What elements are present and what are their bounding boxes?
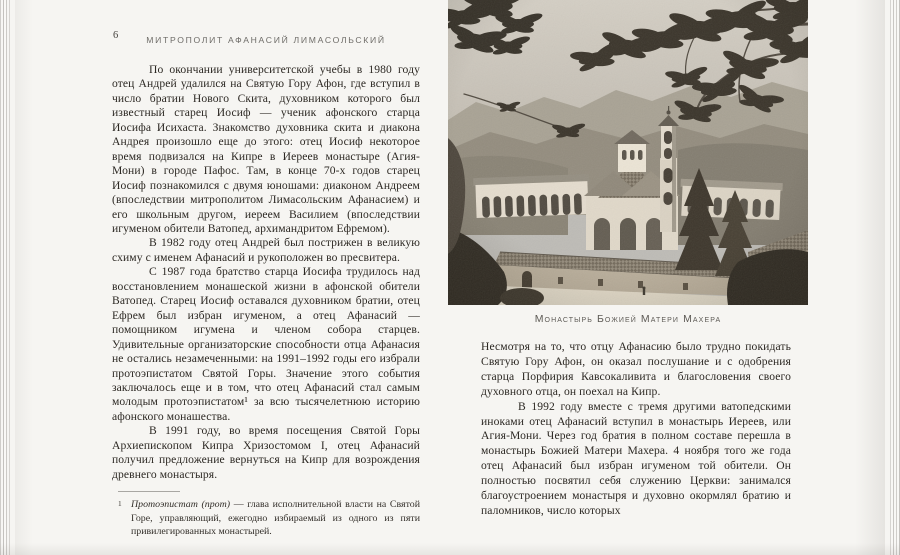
page-number: 6 — [113, 30, 119, 41]
left-page-body — [112, 63, 420, 482]
footnote-text — [131, 498, 420, 539]
footnote-marker: 1 — [118, 499, 122, 509]
paragraph: По окончании университетской учебы в 1980 году отец Андрей удалился на Святую Гору Афон, где вступил в число братии Нового Скита, духовником которого был известный старец Иосиф — ученик афонского старца Иосифа Исихаста. Знакомство духовника скита и диакона Андрея произошло еще до этого: отец Иосиф некоторое время подвизался на Кипре в Иереев монастыре (Агия-Мони) в городе Пафос. Там, в конце 70-х годов старец Иосиф познакомился с двумя юношами: диаконом Андреем (впоследствии митрополитом Лимасольским Афанасием) и его школьным другом, иереем Василием (впоследствии игуменом обители Ватопед, архимандритом Ефремом). — [112, 63, 420, 235]
footnote — [112, 498, 420, 539]
photo-caption: Монастырь Божией Матери Махера — [534, 313, 722, 325]
running-head — [112, 30, 420, 45]
paragraph: С 1987 года братство старца Иосифа трудилось над восстановлением монашеской жизни в афонской обители Ватопед. Старец Иосиф оставался духовником братии, отец Ефрем был избран игуменом, а отец Афанасий — помощником игумена и членом собора старцев. Удивительные организаторские способности отца Афанасия не остались незамеченными: на 1991–1992 годы его избрали протоэпистатом Святой Горы. Значение этого события заключалось еще и в том, что отец Афанасий стал самым молодым протоэпистатом¹ за всю тысячелетнюю историю афонского монашества. — [112, 265, 420, 423]
right-page-body — [481, 340, 791, 519]
running-header: МИТРОПОЛИТ АФАНАСИЙ ЛИМАСОЛЬСКИЙ — [146, 35, 386, 45]
paragraph: Несмотря на то, что отцу Афанасию было трудно покидать Святую Гору Афон, он оказал послушание и с одобрения старца Порфирия Кавсокаливита и благословения своего духовного отца, он поехал на Кипр. — [481, 340, 791, 398]
footnote-definition: — глава исполнительной власти на Святой Горе, управляющий, ежегодно избираемый из одного из пяти привилегированных монастырей. — [131, 499, 420, 538]
monastery-photo — [448, 0, 808, 305]
footnote-term: Протоэпистат (прот) — [131, 499, 231, 511]
paragraph: В 1991 году, во время посещения Святой Горы Архиепископом Кипра Хризостомом I, отец Афанасий получил предложение вернуться на Кипр для возрождения древнего монастыря. — [112, 424, 420, 481]
paragraph: В 1982 году отец Андрей был пострижен в великую схиму с именем Афанасий и рукоположен во пресвитера. — [112, 236, 420, 264]
paragraph: В 1992 году вместе с тремя другими ватопедскими иноками отец Афанасий вступил в монастырь Иереев, или Агия-Мони. Через год братия в полном составе перешла в монастырь Божией Матери Махера. 4 ноября того же года отец Афанасий был избран игуменом той обители. Он полностью посвятил себя служению Церкви: занимался благоустроением монастыря и духовно окормлял братию и паломников, число которых — [481, 399, 791, 517]
right-page — [450, 0, 885, 555]
footnote-separator — [118, 491, 180, 492]
page-edge-stack-right — [885, 0, 900, 555]
